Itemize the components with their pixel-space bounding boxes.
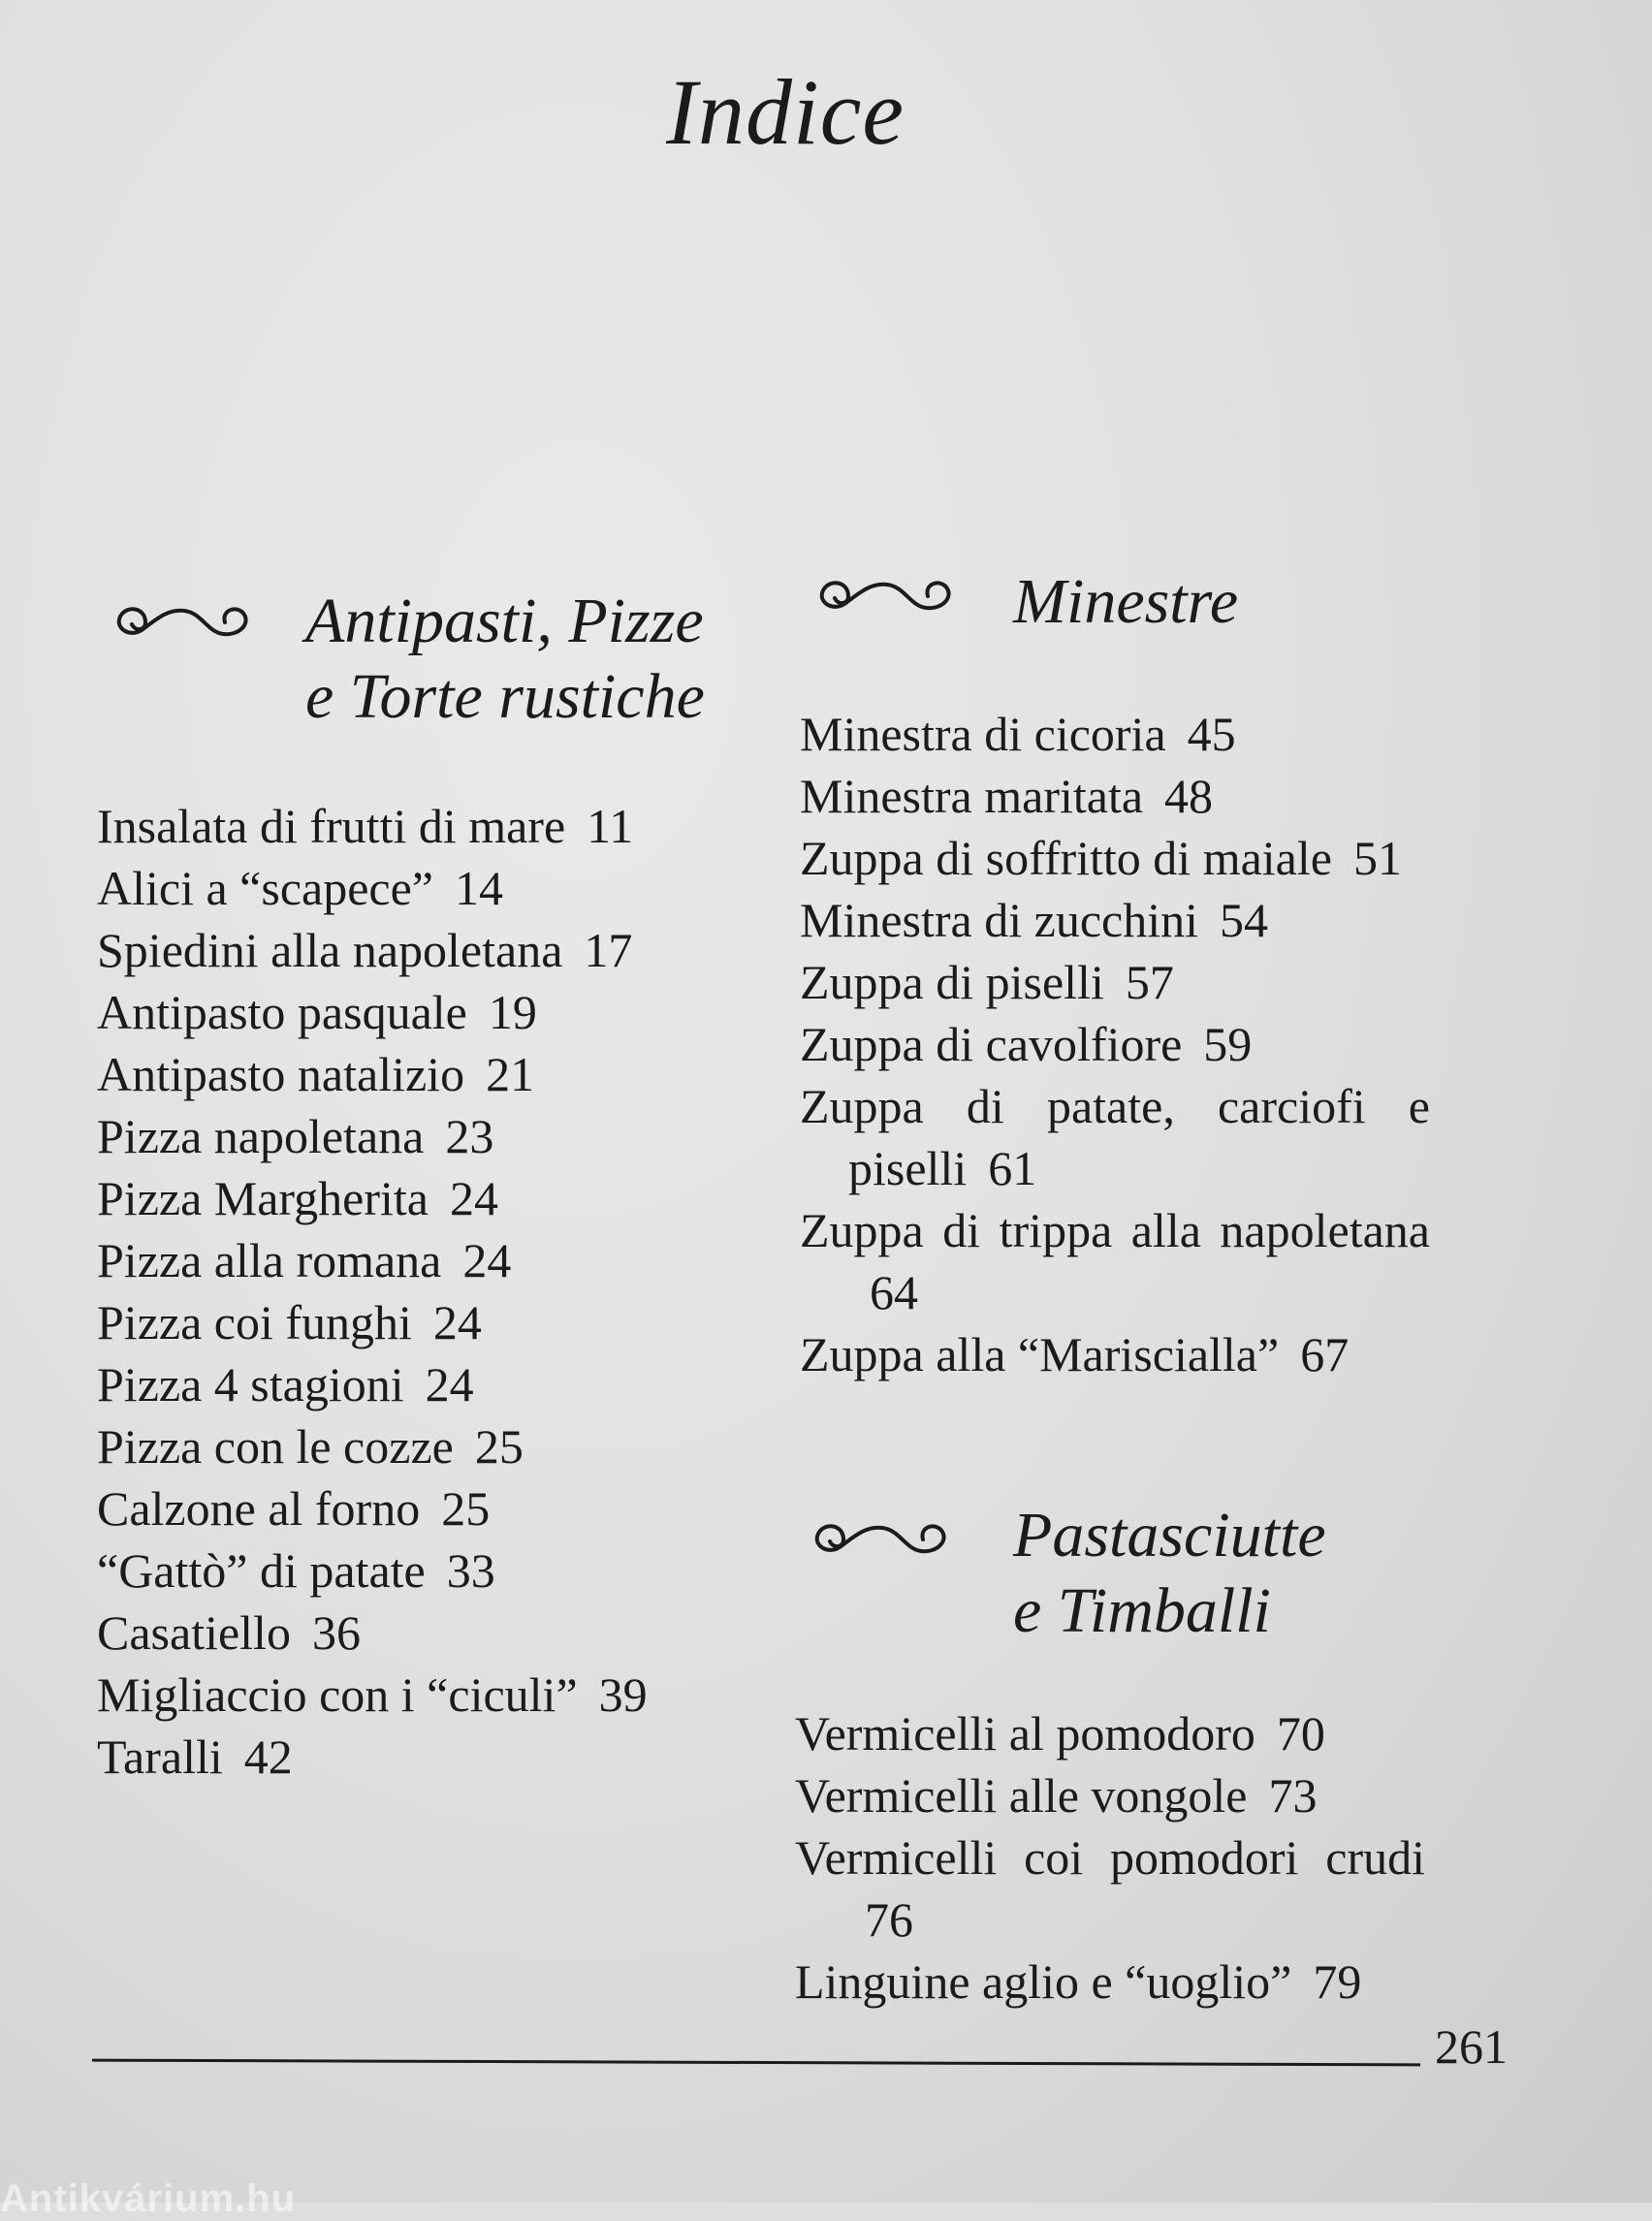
index-entry: Pizza alla romana 24 bbox=[97, 1233, 512, 1287]
index-entry: Antipasto pasquale 19 bbox=[97, 985, 537, 1039]
index-entry: Spiedini alla napoletana 17 bbox=[97, 923, 633, 977]
index-entry: Vermicelli al pomodoro 70 bbox=[795, 1706, 1325, 1761]
index-entry: Insalata di frutti di mare 11 bbox=[97, 799, 634, 853]
page-number: 261 bbox=[1435, 2019, 1508, 2074]
index-entry: Alici a “scapece” 14 bbox=[97, 861, 503, 915]
section-title-line: e Timballi bbox=[1013, 1575, 1271, 1646]
section-title-line: e Torte rustiche bbox=[305, 661, 705, 732]
page-title: Indice bbox=[666, 60, 905, 164]
index-entry: Pizza Margherita 24 bbox=[97, 1171, 498, 1225]
index-entry: “Gattò” di patate 33 bbox=[97, 1543, 495, 1598]
index-entry: Zuppa di cavolfiore 59 bbox=[800, 1017, 1253, 1071]
section-title-line: Antipasti, Pizze bbox=[305, 586, 704, 656]
index-entry: Zuppa di patate, carciofi e piselli 61 bbox=[800, 1079, 1430, 1195]
index-entry: Zuppa di soffritto di maiale 51 bbox=[800, 831, 1402, 885]
index-entry: Vermicelli alle vongole 73 bbox=[795, 1768, 1318, 1823]
footer-rule bbox=[92, 2059, 1420, 2067]
swirl-ornament-icon bbox=[107, 593, 262, 651]
section-title-minestre bbox=[1013, 564, 1238, 640]
section-title-pastasciutte bbox=[1013, 1498, 1326, 1649]
index-entry: Minestra maritata 48 bbox=[800, 769, 1214, 823]
entry-list-antipasti bbox=[97, 795, 717, 1788]
index-entry: Minestra di zucchini 54 bbox=[800, 893, 1268, 947]
index-entry: Pizza napoletana 23 bbox=[97, 1109, 494, 1163]
section-title-line: Pastasciutte bbox=[1013, 1500, 1326, 1571]
section-title-antipasti bbox=[305, 584, 705, 735]
index-entry: Vermicelli coi pomodori crudi 76 bbox=[795, 1830, 1425, 1947]
index-entry: Calzone al forno 25 bbox=[97, 1481, 491, 1536]
index-entry: Minestra di cicoria 45 bbox=[800, 707, 1236, 761]
index-entry: Antipasto natalizio 21 bbox=[97, 1047, 535, 1101]
index-entry: Migliaccio con i “ciculi” 39 bbox=[97, 1667, 648, 1722]
index-entry: Casatiello 36 bbox=[97, 1605, 361, 1660]
section-title-line: Minestre bbox=[1013, 566, 1239, 637]
index-entry: Taralli 42 bbox=[97, 1729, 293, 1784]
index-entry: Linguine aglio e “uoglio” 79 bbox=[795, 1954, 1362, 2009]
index-entry: Pizza con le cozze 25 bbox=[97, 1419, 524, 1474]
index-entry: Zuppa di trippa alla napoletana 64 bbox=[800, 1203, 1430, 1319]
swirl-ornament-icon bbox=[805, 1510, 960, 1569]
swirl-ornament-icon bbox=[810, 567, 965, 625]
watermark: Antikvárium.hu bbox=[0, 2177, 297, 2220]
index-entry: Pizza 4 stagioni 24 bbox=[97, 1357, 474, 1412]
index-entry: Pizza coi funghi 24 bbox=[97, 1295, 482, 1349]
entry-list-pastasciutte bbox=[795, 1702, 1425, 2013]
entry-list-minestre bbox=[800, 703, 1430, 1385]
index-entry: Zuppa alla “Marisciallа” 67 bbox=[800, 1327, 1350, 1381]
index-entry: Zuppa di piselli 57 bbox=[800, 955, 1174, 1009]
